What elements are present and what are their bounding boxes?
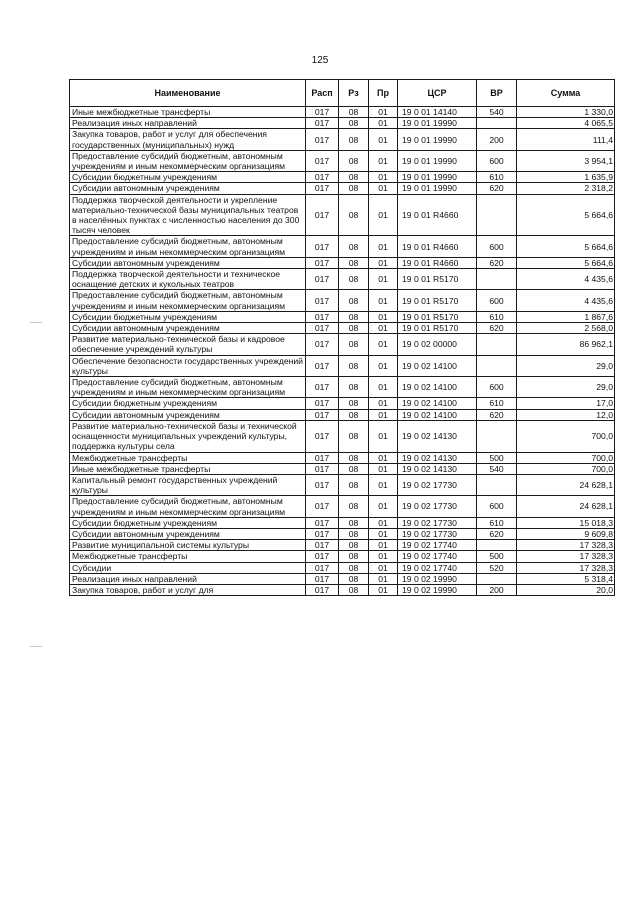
cell-rasp: 017 <box>306 311 339 322</box>
cell-sum: 700,0 <box>517 452 615 463</box>
table-row <box>70 311 615 322</box>
table-row <box>70 377 615 398</box>
cell-rz: 08 <box>339 584 369 595</box>
cell-sum: 17 328,3 <box>517 540 615 551</box>
cell-rz: 08 <box>339 528 369 539</box>
cell-name: Закупка товаров, работ и услуг для <box>70 584 306 595</box>
cell-pr: 01 <box>369 290 398 311</box>
cell-vr <box>477 474 517 495</box>
cell-vr <box>477 334 517 355</box>
cell-name: Субсидии <box>70 562 306 573</box>
cell-csr: 19 0 02 14130 <box>398 463 477 474</box>
scan-mark <box>30 322 42 323</box>
cell-sum: 2 568,0 <box>517 323 615 334</box>
cell-name: Развитие материально-технической базы и кадровое обеспечение учреждений культуры <box>70 334 306 355</box>
cell-sum: 1 330,0 <box>517 107 615 118</box>
cell-rasp: 017 <box>306 290 339 311</box>
cell-rz: 08 <box>339 257 369 268</box>
cell-sum: 17 328,3 <box>517 562 615 573</box>
cell-name: Обеспечение безопасности государственных учреждений культуры <box>70 355 306 376</box>
cell-rasp: 017 <box>306 517 339 528</box>
cell-name: Предоставление субсидий бюджетным, автономным учреждениям и иным некоммерческим организациям <box>70 236 306 257</box>
table-row <box>70 517 615 528</box>
cell-rz: 08 <box>339 183 369 194</box>
cell-vr: 200 <box>477 129 517 150</box>
cell-pr: 01 <box>369 269 398 290</box>
cell-sum: 4 435,6 <box>517 269 615 290</box>
cell-pr: 01 <box>369 107 398 118</box>
cell-pr: 01 <box>369 183 398 194</box>
cell-rasp: 017 <box>306 107 339 118</box>
table-row <box>70 107 615 118</box>
table-row <box>70 551 615 562</box>
cell-pr: 01 <box>369 236 398 257</box>
cell-pr: 01 <box>369 573 398 584</box>
cell-rasp: 017 <box>306 398 339 409</box>
cell-rasp: 017 <box>306 129 339 150</box>
scan-mark <box>30 646 42 647</box>
cell-rasp: 017 <box>306 420 339 452</box>
table-row <box>70 355 615 376</box>
cell-csr: 19 0 02 00000 <box>398 334 477 355</box>
cell-name: Субсидии бюджетным учреждениям <box>70 172 306 183</box>
page-number: 125 <box>311 55 329 66</box>
cell-pr: 01 <box>369 409 398 420</box>
cell-csr: 19 0 01 19990 <box>398 172 477 183</box>
cell-rasp: 017 <box>306 562 339 573</box>
cell-csr: 19 0 01 R5170 <box>398 290 477 311</box>
cell-rz: 08 <box>339 398 369 409</box>
cell-sum: 86 962,1 <box>517 334 615 355</box>
cell-csr: 19 0 01 R4660 <box>398 236 477 257</box>
cell-csr: 19 0 02 14100 <box>398 398 477 409</box>
cell-rz: 08 <box>339 290 369 311</box>
cell-sum: 700,0 <box>517 463 615 474</box>
cell-name: Межбюджетные трансферты <box>70 452 306 463</box>
cell-csr: 19 0 02 17740 <box>398 562 477 573</box>
cell-name: Субсидии автономным учреждениям <box>70 183 306 194</box>
cell-rz: 08 <box>339 107 369 118</box>
cell-rz: 08 <box>339 452 369 463</box>
cell-vr <box>477 573 517 584</box>
cell-name: Предоставление субсидий бюджетным, автономным учреждениям и иным некоммерческим организациям <box>70 496 306 517</box>
table-row <box>70 290 615 311</box>
table-row <box>70 118 615 129</box>
cell-sum: 111,4 <box>517 129 615 150</box>
cell-sum: 20,0 <box>517 584 615 595</box>
cell-vr: 610 <box>477 172 517 183</box>
cell-csr: 19 0 02 17740 <box>398 540 477 551</box>
cell-name: Поддержка творческой деятельности и техническое оснащение детских и кукольных театров <box>70 269 306 290</box>
table-row <box>70 172 615 183</box>
cell-sum: 4 435,6 <box>517 290 615 311</box>
cell-sum: 5 318,4 <box>517 573 615 584</box>
cell-rasp: 017 <box>306 323 339 334</box>
cell-rasp: 017 <box>306 150 339 171</box>
table-row <box>70 323 615 334</box>
cell-csr: 19 0 01 19990 <box>398 183 477 194</box>
table-row <box>70 528 615 539</box>
cell-csr: 19 0 01 R5170 <box>398 311 477 322</box>
cell-csr: 19 0 01 R5170 <box>398 323 477 334</box>
cell-sum: 15 018,3 <box>517 517 615 528</box>
cell-rz: 08 <box>339 496 369 517</box>
cell-pr: 01 <box>369 323 398 334</box>
cell-rasp: 017 <box>306 528 339 539</box>
cell-pr: 01 <box>369 452 398 463</box>
cell-rz: 08 <box>339 420 369 452</box>
table-row <box>70 584 615 595</box>
column-header-name: Наименование <box>70 80 306 107</box>
cell-sum: 12,0 <box>517 409 615 420</box>
cell-rz: 08 <box>339 194 369 236</box>
cell-csr: 19 0 01 19990 <box>398 118 477 129</box>
cell-sum: 5 664,6 <box>517 257 615 268</box>
cell-rasp: 017 <box>306 334 339 355</box>
cell-csr: 19 0 01 14140 <box>398 107 477 118</box>
cell-vr <box>477 269 517 290</box>
table-row <box>70 562 615 573</box>
cell-pr: 01 <box>369 311 398 322</box>
table-row <box>70 236 615 257</box>
cell-vr <box>477 194 517 236</box>
cell-pr: 01 <box>369 540 398 551</box>
cell-csr: 19 0 02 19990 <box>398 573 477 584</box>
table-row <box>70 129 615 150</box>
cell-rz: 08 <box>339 540 369 551</box>
cell-rasp: 017 <box>306 540 339 551</box>
cell-vr <box>477 540 517 551</box>
cell-rz: 08 <box>339 236 369 257</box>
cell-csr: 19 0 01 R5170 <box>398 269 477 290</box>
cell-name: Субсидии автономным учреждениям <box>70 528 306 539</box>
column-header-vr: ВР <box>477 80 517 107</box>
cell-rz: 08 <box>339 172 369 183</box>
cell-csr: 19 0 02 14130 <box>398 452 477 463</box>
cell-sum: 17,0 <box>517 398 615 409</box>
cell-pr: 01 <box>369 562 398 573</box>
cell-pr: 01 <box>369 172 398 183</box>
cell-csr: 19 0 02 17730 <box>398 496 477 517</box>
cell-name: Субсидии бюджетным учреждениям <box>70 517 306 528</box>
cell-name: Предоставление субсидий бюджетным, автономным учреждениям и иным некоммерческим организациям <box>70 377 306 398</box>
cell-rasp: 017 <box>306 551 339 562</box>
cell-rz: 08 <box>339 129 369 150</box>
cell-pr: 01 <box>369 517 398 528</box>
cell-vr <box>477 420 517 452</box>
cell-rz: 08 <box>339 474 369 495</box>
cell-rasp: 017 <box>306 236 339 257</box>
cell-rasp: 017 <box>306 409 339 420</box>
cell-vr: 540 <box>477 463 517 474</box>
cell-pr: 01 <box>369 528 398 539</box>
table-body <box>70 107 615 596</box>
budget-table <box>69 79 615 596</box>
column-header-pr: Пр <box>369 80 398 107</box>
table-row <box>70 150 615 171</box>
table-row <box>70 474 615 495</box>
cell-vr: 610 <box>477 517 517 528</box>
table-row <box>70 573 615 584</box>
cell-vr: 520 <box>477 562 517 573</box>
cell-name: Субсидии автономным учреждениям <box>70 409 306 420</box>
cell-sum: 4 065,5 <box>517 118 615 129</box>
cell-pr: 01 <box>369 334 398 355</box>
cell-vr: 600 <box>477 290 517 311</box>
cell-sum: 5 664,6 <box>517 236 615 257</box>
cell-csr: 19 0 02 17730 <box>398 528 477 539</box>
cell-pr: 01 <box>369 474 398 495</box>
table-row <box>70 183 615 194</box>
cell-vr: 600 <box>477 150 517 171</box>
cell-name: Реализация иных направлений <box>70 118 306 129</box>
cell-sum: 700,0 <box>517 420 615 452</box>
cell-name: Иные межбюджетные трансферты <box>70 463 306 474</box>
cell-name: Развитие материально-технической базы и технической оснащенности муниципальных учреждений культуры, поддержка культуры села <box>70 420 306 452</box>
cell-rasp: 017 <box>306 474 339 495</box>
cell-sum: 1 867,6 <box>517 311 615 322</box>
column-header-sum: Сумма <box>517 80 615 107</box>
column-header-rz: Рз <box>339 80 369 107</box>
cell-vr: 600 <box>477 236 517 257</box>
cell-rz: 08 <box>339 409 369 420</box>
cell-vr: 620 <box>477 183 517 194</box>
cell-rz: 08 <box>339 551 369 562</box>
cell-csr: 19 0 01 19990 <box>398 129 477 150</box>
cell-sum: 1 635,9 <box>517 172 615 183</box>
cell-rasp: 017 <box>306 257 339 268</box>
cell-name: Реализация иных направлений <box>70 573 306 584</box>
cell-vr: 610 <box>477 311 517 322</box>
cell-vr: 620 <box>477 409 517 420</box>
cell-sum: 5 664,6 <box>517 194 615 236</box>
cell-sum: 29,0 <box>517 355 615 376</box>
cell-pr: 01 <box>369 129 398 150</box>
table-row <box>70 420 615 452</box>
cell-rasp: 017 <box>306 584 339 595</box>
cell-rasp: 017 <box>306 463 339 474</box>
table-header-row <box>70 80 615 107</box>
cell-rasp: 017 <box>306 172 339 183</box>
cell-rz: 08 <box>339 269 369 290</box>
cell-pr: 01 <box>369 551 398 562</box>
cell-vr: 600 <box>477 496 517 517</box>
table-row <box>70 257 615 268</box>
cell-name: Развитие муниципальной системы культуры <box>70 540 306 551</box>
cell-csr: 19 0 02 17740 <box>398 551 477 562</box>
cell-rz: 08 <box>339 334 369 355</box>
table-row <box>70 194 615 236</box>
cell-vr: 620 <box>477 528 517 539</box>
cell-vr: 540 <box>477 107 517 118</box>
cell-rasp: 017 <box>306 183 339 194</box>
cell-sum: 2 318,2 <box>517 183 615 194</box>
cell-name: Предоставление субсидий бюджетным, автономным учреждениям и иным некоммерческим организациям <box>70 290 306 311</box>
cell-csr: 19 0 02 14100 <box>398 409 477 420</box>
cell-vr: 200 <box>477 584 517 595</box>
cell-vr: 500 <box>477 551 517 562</box>
cell-csr: 19 0 02 17730 <box>398 517 477 528</box>
cell-csr: 19 0 02 14100 <box>398 355 477 376</box>
cell-csr: 19 0 01 19990 <box>398 150 477 171</box>
cell-rz: 08 <box>339 355 369 376</box>
cell-name: Субсидии автономным учреждениям <box>70 323 306 334</box>
cell-csr: 19 0 02 14100 <box>398 377 477 398</box>
cell-rasp: 017 <box>306 269 339 290</box>
cell-rz: 08 <box>339 517 369 528</box>
cell-rz: 08 <box>339 573 369 584</box>
cell-pr: 01 <box>369 355 398 376</box>
cell-rasp: 017 <box>306 355 339 376</box>
cell-vr: 620 <box>477 323 517 334</box>
cell-rasp: 017 <box>306 377 339 398</box>
cell-name: Субсидии бюджетным учреждениям <box>70 398 306 409</box>
table-row <box>70 334 615 355</box>
cell-rasp: 017 <box>306 496 339 517</box>
cell-name: Субсидии бюджетным учреждениям <box>70 311 306 322</box>
cell-rz: 08 <box>339 377 369 398</box>
cell-rasp: 017 <box>306 452 339 463</box>
cell-pr: 01 <box>369 496 398 517</box>
cell-csr: 19 0 01 R4660 <box>398 194 477 236</box>
cell-rasp: 017 <box>306 573 339 584</box>
cell-name: Иные межбюджетные трансферты <box>70 107 306 118</box>
table-row <box>70 452 615 463</box>
cell-sum: 17 328,3 <box>517 551 615 562</box>
cell-sum: 3 954,1 <box>517 150 615 171</box>
cell-name: Межбюджетные трансферты <box>70 551 306 562</box>
cell-pr: 01 <box>369 420 398 452</box>
column-header-rasp: Расп <box>306 80 339 107</box>
cell-vr: 500 <box>477 452 517 463</box>
cell-vr: 620 <box>477 257 517 268</box>
cell-rasp: 017 <box>306 194 339 236</box>
cell-sum: 24 628,1 <box>517 496 615 517</box>
cell-name: Субсидии автономным учреждениям <box>70 257 306 268</box>
cell-vr <box>477 355 517 376</box>
table-row <box>70 409 615 420</box>
cell-pr: 01 <box>369 257 398 268</box>
cell-sum: 29,0 <box>517 377 615 398</box>
cell-csr: 19 0 02 14130 <box>398 420 477 452</box>
cell-rasp: 017 <box>306 118 339 129</box>
table-row <box>70 496 615 517</box>
cell-pr: 01 <box>369 118 398 129</box>
cell-name: Закупка товаров, работ и услуг для обеспечения государственных (муниципальных) нужд <box>70 129 306 150</box>
cell-rz: 08 <box>339 463 369 474</box>
cell-rz: 08 <box>339 323 369 334</box>
cell-name: Капитальный ремонт государственных учреждений культуры <box>70 474 306 495</box>
table-row <box>70 463 615 474</box>
cell-pr: 01 <box>369 194 398 236</box>
cell-rz: 08 <box>339 311 369 322</box>
cell-csr: 19 0 01 R4660 <box>398 257 477 268</box>
cell-sum: 9 609,8 <box>517 528 615 539</box>
cell-vr: 600 <box>477 377 517 398</box>
cell-pr: 01 <box>369 398 398 409</box>
cell-name: Поддержка творческой деятельности и укрепление материально-технической базы муниципальных театров в населённых пунктах с численностью населения до 300 тысяч человек <box>70 194 306 236</box>
cell-rz: 08 <box>339 118 369 129</box>
cell-pr: 01 <box>369 463 398 474</box>
table-row <box>70 540 615 551</box>
cell-pr: 01 <box>369 150 398 171</box>
cell-vr: 610 <box>477 398 517 409</box>
cell-pr: 01 <box>369 584 398 595</box>
column-header-csr: ЦСР <box>398 80 477 107</box>
table-row <box>70 398 615 409</box>
cell-csr: 19 0 02 19990 <box>398 584 477 595</box>
cell-rz: 08 <box>339 562 369 573</box>
cell-sum: 24 628,1 <box>517 474 615 495</box>
cell-csr: 19 0 02 17730 <box>398 474 477 495</box>
table-row <box>70 269 615 290</box>
cell-name: Предоставление субсидий бюджетным, автономным учреждениям и иным некоммерческим организациям <box>70 150 306 171</box>
cell-pr: 01 <box>369 377 398 398</box>
cell-rz: 08 <box>339 150 369 171</box>
cell-vr <box>477 118 517 129</box>
